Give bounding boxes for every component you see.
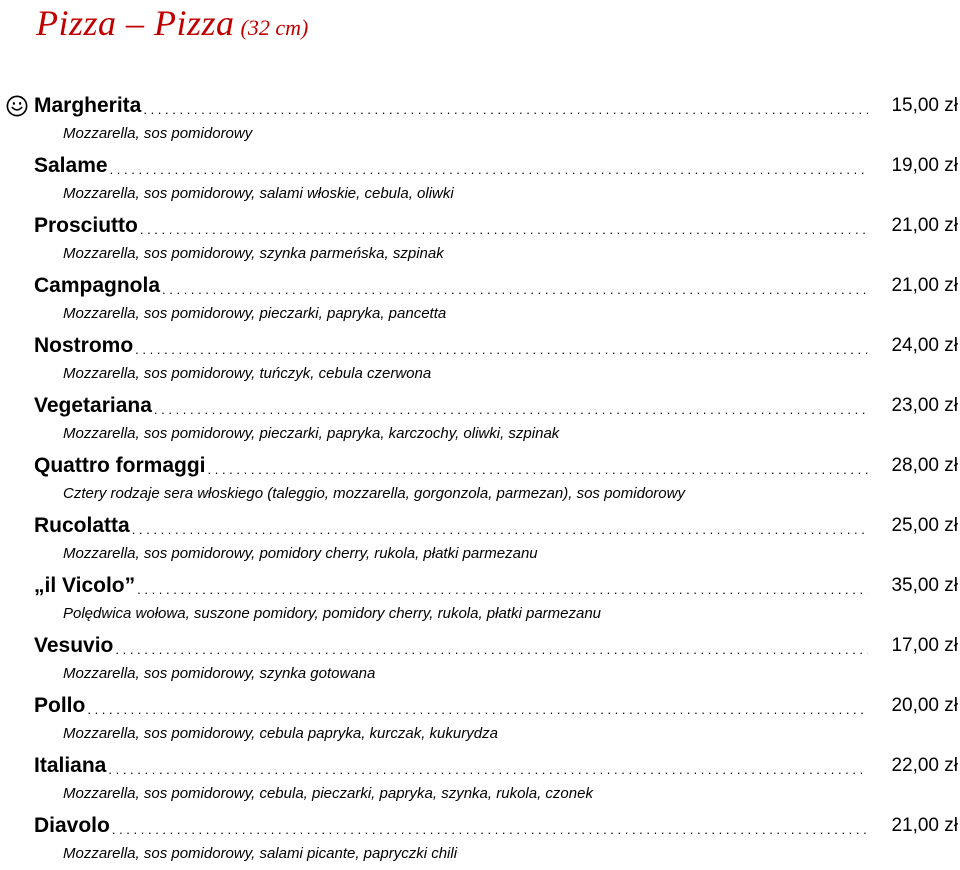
item-name: Pollo — [34, 694, 86, 717]
item-description: Mozzarella, sos pomidorowy, cebula, pieczarki, papryka, szynka, rukola, czonek — [63, 785, 593, 802]
item-description: Mozzarella, sos pomidorowy, szynka parmeńska, szpinak — [63, 245, 444, 262]
item-price: 28,00 zł — [891, 455, 958, 476]
item-name: Campagnola — [34, 274, 161, 297]
item-name: „il Vicolo” — [34, 574, 136, 597]
dot-leader — [208, 462, 869, 477]
item-price: 21,00 zł — [891, 815, 958, 836]
list-item — [0, 210, 960, 270]
item-price: 21,00 zł — [891, 215, 958, 236]
item-price: 19,00 zł — [891, 155, 958, 176]
list-item — [0, 390, 960, 450]
item-price: 24,00 zł — [891, 335, 958, 356]
list-item — [0, 630, 960, 690]
item-price: 35,00 zł — [891, 575, 958, 596]
item-row — [34, 390, 960, 422]
item-name: Diavolo — [34, 814, 110, 837]
item-row — [34, 570, 960, 602]
item-description: Mozzarella, sos pomidorowy — [63, 125, 253, 142]
item-row — [34, 690, 960, 722]
item-row — [34, 630, 960, 662]
item-name: Vesuvio — [34, 634, 114, 657]
list-item — [0, 750, 960, 810]
item-row — [34, 510, 960, 542]
dot-leader — [137, 582, 868, 597]
dot-leader — [162, 282, 868, 297]
item-price: 23,00 zł — [891, 395, 958, 416]
item-row — [34, 330, 960, 362]
item-row — [34, 810, 960, 842]
item-price: 15,00 zł — [891, 95, 958, 116]
list-item — [0, 330, 960, 390]
list-item — [0, 270, 960, 330]
item-name: Salame — [34, 154, 108, 177]
item-description: Mozzarella, sos pomidorowy, cebula papryka, kurczak, kukurydza — [63, 725, 498, 742]
list-item — [0, 690, 960, 750]
item-description: Mozzarella, sos pomidorowy, pomidory cherry, rukola, płatki parmezanu — [63, 545, 538, 562]
item-description: Mozzarella, sos pomidorowy, tuńczyk, cebula czerwona — [63, 365, 432, 382]
list-item — [0, 510, 960, 570]
dot-leader — [143, 102, 868, 117]
item-row — [34, 270, 960, 302]
item-name: Italiana — [34, 754, 107, 777]
item-description: Mozzarella, sos pomidorowy, pieczarki, papryka, karczochy, oliwki, szpinak — [63, 425, 560, 442]
item-name: Rucolatta — [34, 514, 130, 537]
page-title — [36, 2, 308, 42]
list-item — [0, 570, 960, 630]
item-row — [34, 750, 960, 782]
menu-title: Pizza – Pizza — [36, 3, 235, 43]
item-description: Mozzarella, sos pomidorowy, szynka gotowana — [63, 665, 376, 682]
item-price: 17,00 zł — [891, 635, 958, 656]
item-row — [34, 150, 960, 182]
item-row — [34, 90, 960, 122]
item-price: 22,00 zł — [891, 755, 958, 776]
item-name: Vegetariana — [34, 394, 152, 417]
item-price: 25,00 zł — [891, 515, 958, 536]
smiley-face-icon — [6, 95, 28, 117]
item-price: 21,00 zł — [891, 275, 958, 296]
list-item — [0, 150, 960, 210]
dot-leader — [87, 702, 868, 717]
list-item — [0, 90, 960, 150]
item-description: Cztery rodzaje sera włoskiego (taleggio, mozzarella, gorgonzola, parmezan), sos pomidorowy — [63, 485, 685, 502]
item-row — [34, 450, 960, 482]
dot-leader — [108, 762, 868, 777]
list-item — [0, 450, 960, 510]
item-row — [34, 210, 960, 242]
pizza-list — [0, 90, 960, 870]
item-price: 20,00 zł — [891, 695, 958, 716]
pizza-size: (32 cm) — [240, 15, 309, 40]
item-name: Margherita — [34, 94, 142, 117]
dot-leader — [110, 162, 868, 177]
dot-leader — [135, 342, 868, 357]
list-item — [0, 810, 960, 870]
dot-leader — [112, 822, 868, 837]
item-name: Nostromo — [34, 334, 134, 357]
item-name: Quattro formaggi — [34, 454, 206, 477]
item-description: Polędwica wołowa, suszone pomidory, pomidory cherry, rukola, płatki parmezanu — [63, 605, 602, 622]
dot-leader — [154, 402, 868, 417]
dot-leader — [115, 642, 868, 657]
dot-leader — [140, 222, 868, 237]
item-name: Prosciutto — [34, 214, 138, 237]
item-description: Mozzarella, sos pomidorowy, pieczarki, papryka, pancetta — [63, 305, 447, 322]
item-description: Mozzarella, sos pomidorowy, salami picante, papryczki chili — [63, 845, 458, 862]
dot-leader — [132, 522, 868, 537]
item-description: Mozzarella, sos pomidorowy, salami włoskie, cebula, oliwki — [63, 185, 454, 202]
